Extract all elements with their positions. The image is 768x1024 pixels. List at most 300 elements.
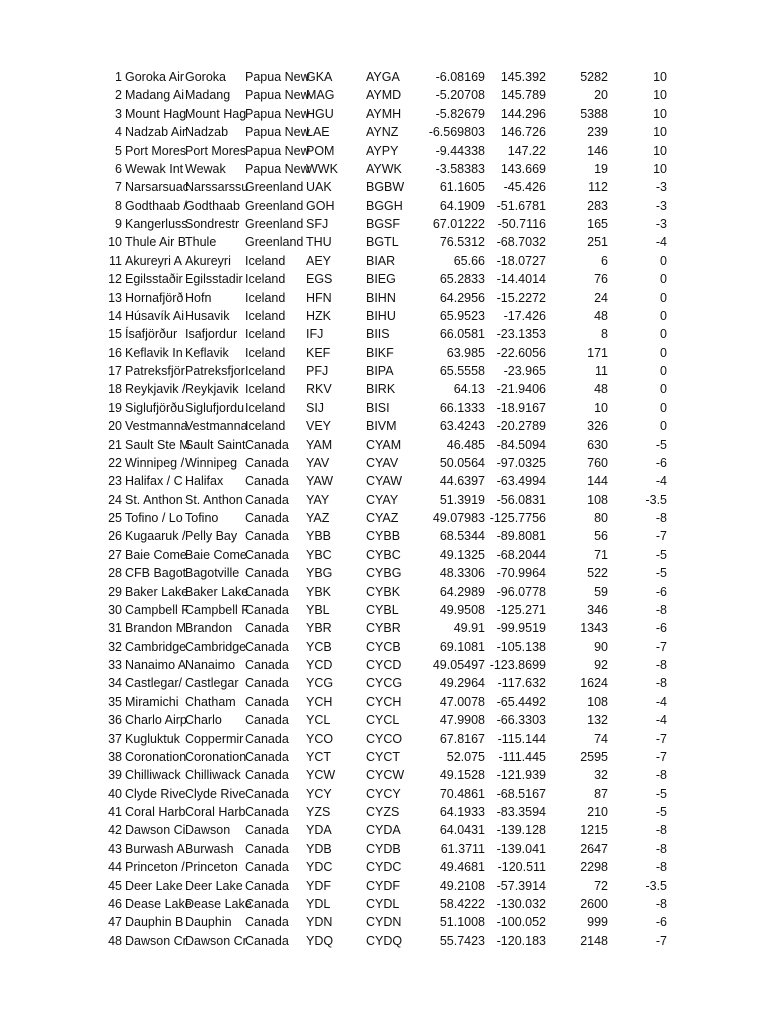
table-row [0, 233, 768, 251]
cell-icao-code: CYDC [366, 860, 402, 875]
cell-latitude: 52.075 [446, 749, 485, 764]
cell-row-number: 19 [108, 400, 122, 415]
cell-airport-name: Godthaab / [125, 198, 187, 213]
cell-country: Canada [245, 933, 289, 948]
cell-row-number: 18 [108, 382, 122, 397]
cell-icao-code: CYBC [366, 547, 401, 562]
cell-city: Charlo [185, 713, 222, 728]
cell-country: Iceland [245, 400, 286, 415]
cell-airport-name: Kugluktuk [125, 731, 180, 746]
table-row [0, 803, 768, 821]
cell-country: Iceland [245, 364, 286, 378]
cell-country: Papua New [245, 106, 310, 121]
cell-icao-code: CYAY [366, 492, 399, 507]
cell-longitude: -14.4014 [496, 272, 546, 287]
table-row [0, 913, 768, 931]
cell-timezone: -3 [655, 217, 667, 231]
table-row [0, 693, 768, 711]
cell-icao-code: CYZS [366, 805, 400, 819]
table-row [0, 178, 768, 196]
cell-altitude: 72 [594, 878, 608, 893]
cell-longitude: -22.6056 [496, 345, 546, 360]
cell-longitude: -68.2044 [496, 547, 546, 562]
cell-iata-code: YZS [306, 805, 331, 819]
cell-row-number: 4 [115, 125, 122, 140]
cell-timezone: -6 [655, 621, 667, 636]
cell-iata-code: GOH [306, 198, 335, 213]
cell-airport-name: Kugaaruk / [125, 529, 186, 544]
cell-iata-code: EGS [306, 272, 333, 287]
cell-icao-code: CYDQ [366, 933, 403, 948]
table-row [0, 325, 768, 343]
cell-country: Papua New [245, 143, 310, 158]
table-row [0, 307, 768, 325]
cell-icao-code: CYCY [366, 786, 401, 801]
cell-longitude: -125.7756 [489, 511, 546, 525]
cell-country: Papua New [245, 88, 310, 103]
cell-latitude: 65.66 [453, 253, 485, 268]
cell-altitude: 80 [594, 511, 608, 525]
cell-row-number: 31 [108, 621, 122, 636]
cell-altitude: 74 [594, 731, 608, 746]
cell-city: Hofn [185, 290, 212, 305]
table-row [0, 711, 768, 729]
cell-timezone: -4 [655, 235, 667, 250]
cell-timezone: 10 [653, 88, 667, 103]
cell-row-number: 44 [108, 860, 122, 875]
cell-row-number: 43 [108, 841, 122, 856]
table-row [0, 674, 768, 692]
cell-altitude: 24 [594, 290, 608, 305]
cell-timezone: 0 [660, 272, 667, 287]
cell-latitude: 50.0564 [439, 455, 485, 470]
cell-airport-name: Vestmanna [125, 419, 188, 434]
cell-iata-code: YAV [306, 455, 330, 470]
cell-airport-name: Egilsstaðir [125, 272, 183, 287]
cell-longitude: -120.511 [497, 860, 546, 875]
cell-icao-code: AYPY [366, 143, 399, 158]
cell-timezone: -8 [655, 676, 667, 691]
cell-country: Canada [245, 639, 289, 654]
cell-airport-name: Wewak Int [125, 161, 184, 176]
cell-row-number: 7 [115, 180, 122, 195]
cell-icao-code: BIHN [366, 290, 396, 305]
table-row [0, 564, 768, 582]
cell-icao-code: BIVM [366, 419, 397, 434]
cell-icao-code: CYBG [366, 566, 402, 581]
cell-row-number: 41 [108, 805, 122, 819]
cell-longitude: -20.2789 [496, 419, 546, 434]
cell-iata-code: YCH [306, 694, 333, 709]
cell-altitude: 346 [587, 602, 608, 617]
cell-timezone: 10 [653, 161, 667, 176]
cell-altitude: 239 [587, 125, 608, 140]
cell-row-number: 47 [108, 915, 122, 930]
cell-latitude: 70.4861 [439, 786, 485, 801]
cell-airport-name: St. Anthon [125, 492, 183, 507]
cell-icao-code: CYCB [366, 639, 401, 654]
cell-latitude: 47.9908 [439, 713, 485, 728]
cell-icao-code: BIHU [366, 308, 396, 323]
cell-icao-code: BIEG [366, 272, 396, 287]
cell-timezone: -4 [655, 713, 667, 728]
cell-iata-code: YAW [306, 474, 334, 489]
cell-latitude: -9.44338 [435, 143, 485, 158]
cell-longitude: -18.9167 [496, 400, 546, 415]
cell-row-number: 9 [115, 217, 122, 231]
table-row [0, 656, 768, 674]
cell-airport-name: Winnipeg / [125, 455, 185, 470]
cell-iata-code: YCL [306, 713, 331, 728]
cell-city: Nanaimo [185, 658, 236, 672]
cell-city: Burwash [185, 841, 234, 856]
cell-airport-name: Sault Ste M [125, 437, 190, 452]
cell-altitude: 10 [594, 400, 608, 415]
cell-airport-name: Dease Lake [125, 896, 192, 911]
cell-longitude: -100.052 [496, 915, 546, 930]
cell-row-number: 29 [108, 584, 122, 599]
cell-latitude: 63.985 [446, 345, 485, 360]
cell-timezone: -8 [655, 841, 667, 856]
cell-latitude: -3.58383 [435, 161, 485, 176]
cell-icao-code: CYCD [366, 658, 402, 672]
table-row [0, 895, 768, 913]
cell-airport-name: Dawson Cr [125, 933, 187, 948]
cell-altitude: 48 [594, 382, 608, 397]
table-row [0, 436, 768, 454]
cell-timezone: -6 [655, 915, 667, 930]
airport-table [0, 68, 768, 950]
cell-row-number: 2 [115, 88, 122, 103]
cell-timezone: -5 [655, 547, 667, 562]
cell-country: Canada [245, 492, 289, 507]
cell-country: Iceland [245, 327, 286, 342]
cell-altitude: 2647 [580, 841, 608, 856]
cell-city: Bagotville [185, 566, 240, 581]
cell-latitude: -6.08169 [435, 70, 485, 84]
cell-iata-code: YDF [306, 878, 331, 893]
cell-iata-code: YAY [306, 492, 330, 507]
cell-timezone: 0 [660, 400, 667, 415]
cell-icao-code: CYCG [366, 676, 403, 691]
cell-row-number: 26 [108, 529, 122, 544]
table-row [0, 619, 768, 637]
cell-altitude: 92 [594, 658, 608, 672]
cell-icao-code: CYAW [366, 474, 403, 489]
cell-latitude: 66.1333 [439, 400, 485, 415]
cell-country: Greenland [245, 217, 304, 231]
cell-icao-code: CYCL [366, 713, 400, 728]
cell-latitude: 65.9523 [439, 308, 485, 323]
cell-latitude: 51.3919 [439, 492, 485, 507]
cell-country: Iceland [245, 382, 286, 397]
cell-altitude: 251 [587, 235, 608, 250]
cell-timezone: -8 [655, 768, 667, 783]
cell-iata-code: YBG [306, 566, 333, 581]
table-row [0, 86, 768, 104]
cell-altitude: 1343 [580, 621, 608, 636]
cell-row-number: 5 [115, 143, 122, 158]
table-row [0, 105, 768, 123]
cell-iata-code: YCO [306, 731, 334, 746]
cell-row-number: 25 [108, 511, 122, 525]
cell-icao-code: CYCT [366, 749, 401, 764]
cell-altitude: 144 [587, 474, 608, 489]
cell-longitude: -51.6781 [496, 198, 546, 213]
cell-row-number: 20 [108, 419, 122, 434]
cell-timezone: -8 [655, 602, 667, 617]
cell-timezone: -5 [655, 805, 667, 819]
cell-icao-code: CYBR [366, 621, 401, 636]
cell-row-number: 35 [108, 694, 122, 709]
table-row [0, 123, 768, 141]
cell-country: Canada [245, 602, 289, 617]
cell-latitude: 64.1933 [439, 805, 485, 819]
table-row [0, 785, 768, 803]
cell-icao-code: CYAV [366, 455, 399, 470]
cell-icao-code: AYGA [366, 70, 400, 84]
cell-row-number: 34 [108, 676, 122, 691]
cell-iata-code: YCY [306, 786, 332, 801]
cell-latitude: 67.01222 [432, 217, 485, 231]
cell-row-number: 11 [109, 253, 122, 268]
cell-country: Iceland [245, 253, 286, 268]
cell-icao-code: CYCH [366, 694, 402, 709]
cell-altitude: 283 [587, 198, 608, 213]
cell-airport-name: Burwash A [125, 841, 185, 856]
cell-altitude: 32 [594, 768, 608, 783]
cell-city: Reykjavik [185, 382, 239, 397]
cell-icao-code: CYAZ [366, 511, 399, 525]
cell-longitude: -125.271 [496, 602, 546, 617]
cell-timezone: -7 [655, 933, 667, 948]
cell-longitude: 143.669 [500, 161, 546, 176]
cell-longitude: -123.8699 [489, 658, 546, 672]
cell-iata-code: YCB [306, 639, 332, 654]
cell-country: Canada [245, 915, 289, 930]
cell-airport-name: Princeton / [125, 860, 185, 875]
cell-timezone: -8 [655, 658, 667, 672]
cell-longitude: -130.032 [496, 896, 546, 911]
cell-icao-code: CYBB [366, 529, 401, 544]
cell-iata-code: HZK [306, 308, 331, 323]
cell-iata-code: RKV [306, 382, 332, 397]
cell-timezone: -5 [655, 786, 667, 801]
table-row [0, 730, 768, 748]
cell-icao-code: BGBW [366, 180, 405, 195]
cell-country: Canada [245, 786, 289, 801]
cell-row-number: 13 [108, 290, 122, 305]
cell-icao-code: CYDF [366, 878, 401, 893]
cell-latitude: 44.6397 [439, 474, 485, 489]
cell-altitude: 5388 [580, 106, 608, 121]
cell-city: Wewak [185, 161, 226, 176]
cell-city: Siglufjordu [185, 400, 245, 415]
cell-country: Canada [245, 511, 289, 525]
cell-airport-name: Halifax / C [125, 474, 183, 489]
cell-iata-code: HFN [306, 290, 332, 305]
cell-airport-name: Reykjavik / [125, 382, 186, 397]
cell-country: Canada [245, 455, 289, 470]
cell-country: Canada [245, 658, 289, 672]
cell-latitude: 49.05497 [432, 658, 485, 672]
cell-country: Canada [245, 529, 289, 544]
cell-altitude: 6 [601, 253, 608, 268]
table-row [0, 160, 768, 178]
cell-timezone: 0 [660, 290, 667, 305]
cell-row-number: 32 [108, 639, 122, 654]
cell-country: Greenland [245, 198, 304, 213]
cell-longitude: -83.3594 [496, 805, 546, 819]
cell-longitude: -97.0325 [496, 455, 546, 470]
cell-longitude: -15.2272 [496, 290, 546, 305]
cell-longitude: 146.726 [500, 125, 546, 140]
cell-longitude: 145.392 [500, 70, 546, 84]
table-row [0, 840, 768, 858]
cell-airport-name: Castlegar/ [125, 676, 182, 691]
cell-latitude: 46.485 [446, 437, 485, 452]
cell-altitude: 108 [587, 492, 608, 507]
cell-country: Canada [245, 437, 289, 452]
cell-airport-name: Nanaimo A [125, 658, 187, 672]
cell-airport-name: Thule Air B [125, 235, 187, 250]
cell-icao-code: BIPA [366, 364, 394, 378]
cell-timezone: 0 [660, 253, 667, 268]
table-row [0, 583, 768, 601]
cell-country: Canada [245, 566, 289, 581]
cell-iata-code: YCD [306, 658, 333, 672]
cell-row-number: 16 [108, 345, 122, 360]
cell-country: Papua New [245, 161, 310, 176]
cell-altitude: 56 [594, 529, 608, 544]
cell-longitude: -23.1353 [496, 327, 546, 342]
cell-altitude: 522 [587, 566, 608, 581]
cell-row-number: 28 [108, 566, 122, 581]
cell-longitude: -115.144 [497, 731, 546, 746]
cell-timezone: 10 [653, 70, 667, 84]
cell-city: Princeton [185, 860, 238, 875]
cell-icao-code: BIAR [366, 253, 396, 268]
cell-altitude: 165 [587, 217, 608, 231]
cell-iata-code: YBK [306, 584, 332, 599]
table-row [0, 601, 768, 619]
cell-row-number: 37 [108, 731, 122, 746]
cell-longitude: -57.3914 [496, 878, 546, 893]
cell-row-number: 40 [108, 786, 122, 801]
cell-airport-name: Baie Come [125, 547, 187, 562]
cell-timezone: -3.5 [645, 878, 667, 893]
cell-icao-code: BIIS [366, 327, 390, 342]
table-row [0, 142, 768, 160]
cell-iata-code: GKA [306, 70, 333, 84]
cell-airport-name: Clyde Rive [125, 786, 186, 801]
cell-iata-code: YAZ [306, 511, 330, 525]
table-row [0, 454, 768, 472]
table-row [0, 748, 768, 766]
cell-timezone: -3 [655, 198, 667, 213]
cell-longitude: -45.426 [503, 180, 546, 195]
cell-airport-name: Port Mores [125, 143, 187, 158]
cell-latitude: 49.2964 [439, 676, 485, 691]
cell-row-number: 23 [108, 474, 122, 489]
cell-country: Iceland [245, 290, 286, 305]
cell-icao-code: CYDN [366, 915, 402, 930]
cell-iata-code: IFJ [306, 327, 324, 342]
cell-city: Dawson [185, 823, 231, 838]
cell-airport-name: Siglufjörðu [125, 400, 185, 415]
cell-iata-code: YDQ [306, 933, 334, 948]
cell-altitude: 19 [594, 161, 608, 176]
cell-row-number: 48 [108, 933, 122, 948]
cell-iata-code: YCT [306, 749, 331, 764]
table-row [0, 509, 768, 527]
cell-city: Madang [185, 88, 231, 103]
cell-city: Akureyri [185, 253, 231, 268]
cell-longitude: -21.9406 [496, 382, 546, 397]
cell-altitude: 146 [587, 143, 608, 158]
cell-country: Canada [245, 896, 289, 911]
cell-timezone: -5 [655, 566, 667, 581]
cell-iata-code: YDC [306, 860, 333, 875]
cell-city: Sault Saint [185, 437, 246, 452]
table-row [0, 215, 768, 233]
cell-airport-name: Tofino / Lo [125, 511, 183, 525]
cell-latitude: 64.0431 [439, 823, 485, 838]
cell-longitude: -18.0727 [496, 253, 546, 268]
cell-country: Iceland [245, 272, 286, 287]
cell-timezone: -4 [655, 474, 667, 489]
cell-altitude: 630 [587, 437, 608, 452]
table-row [0, 877, 768, 895]
cell-city: St. Anthon [185, 492, 243, 507]
cell-airport-name: Dauphin B [125, 915, 184, 930]
table-row [0, 932, 768, 950]
cell-latitude: 64.13 [453, 382, 485, 397]
cell-altitude: 2148 [580, 933, 608, 948]
cell-city: Port Mores [185, 143, 247, 158]
cell-row-number: 15 [108, 327, 122, 342]
cell-latitude: 64.2956 [439, 290, 485, 305]
cell-altitude: 2298 [580, 860, 608, 875]
cell-altitude: 48 [594, 308, 608, 323]
cell-altitude: 108 [587, 694, 608, 709]
cell-icao-code: AYMH [366, 106, 402, 121]
cell-altitude: 11 [595, 364, 608, 378]
cell-icao-code: CYBK [366, 584, 401, 599]
table-row [0, 344, 768, 362]
cell-iata-code: KEF [306, 345, 331, 360]
cell-latitude: 67.8167 [439, 731, 485, 746]
cell-icao-code: BIRK [366, 382, 396, 397]
cell-altitude: 8 [601, 327, 608, 342]
cell-airport-name: Húsavík Ai [125, 308, 185, 323]
cell-longitude: -120.183 [496, 933, 546, 948]
cell-country: Papua New [245, 70, 310, 84]
cell-country: Canada [245, 878, 289, 893]
cell-timezone: -3.5 [645, 492, 667, 507]
cell-latitude: 49.1528 [439, 768, 485, 783]
cell-airport-name: Cambridge [125, 639, 187, 654]
cell-altitude: 5282 [580, 70, 608, 84]
cell-longitude: -99.9519 [496, 621, 546, 636]
cell-altitude: 20 [594, 88, 608, 103]
cell-airport-name: Miramichi [125, 694, 179, 709]
table-row [0, 197, 768, 215]
cell-timezone: 0 [660, 308, 667, 323]
cell-altitude: 76 [594, 272, 608, 287]
cell-row-number: 14 [108, 308, 122, 323]
cell-row-number: 24 [108, 492, 122, 507]
